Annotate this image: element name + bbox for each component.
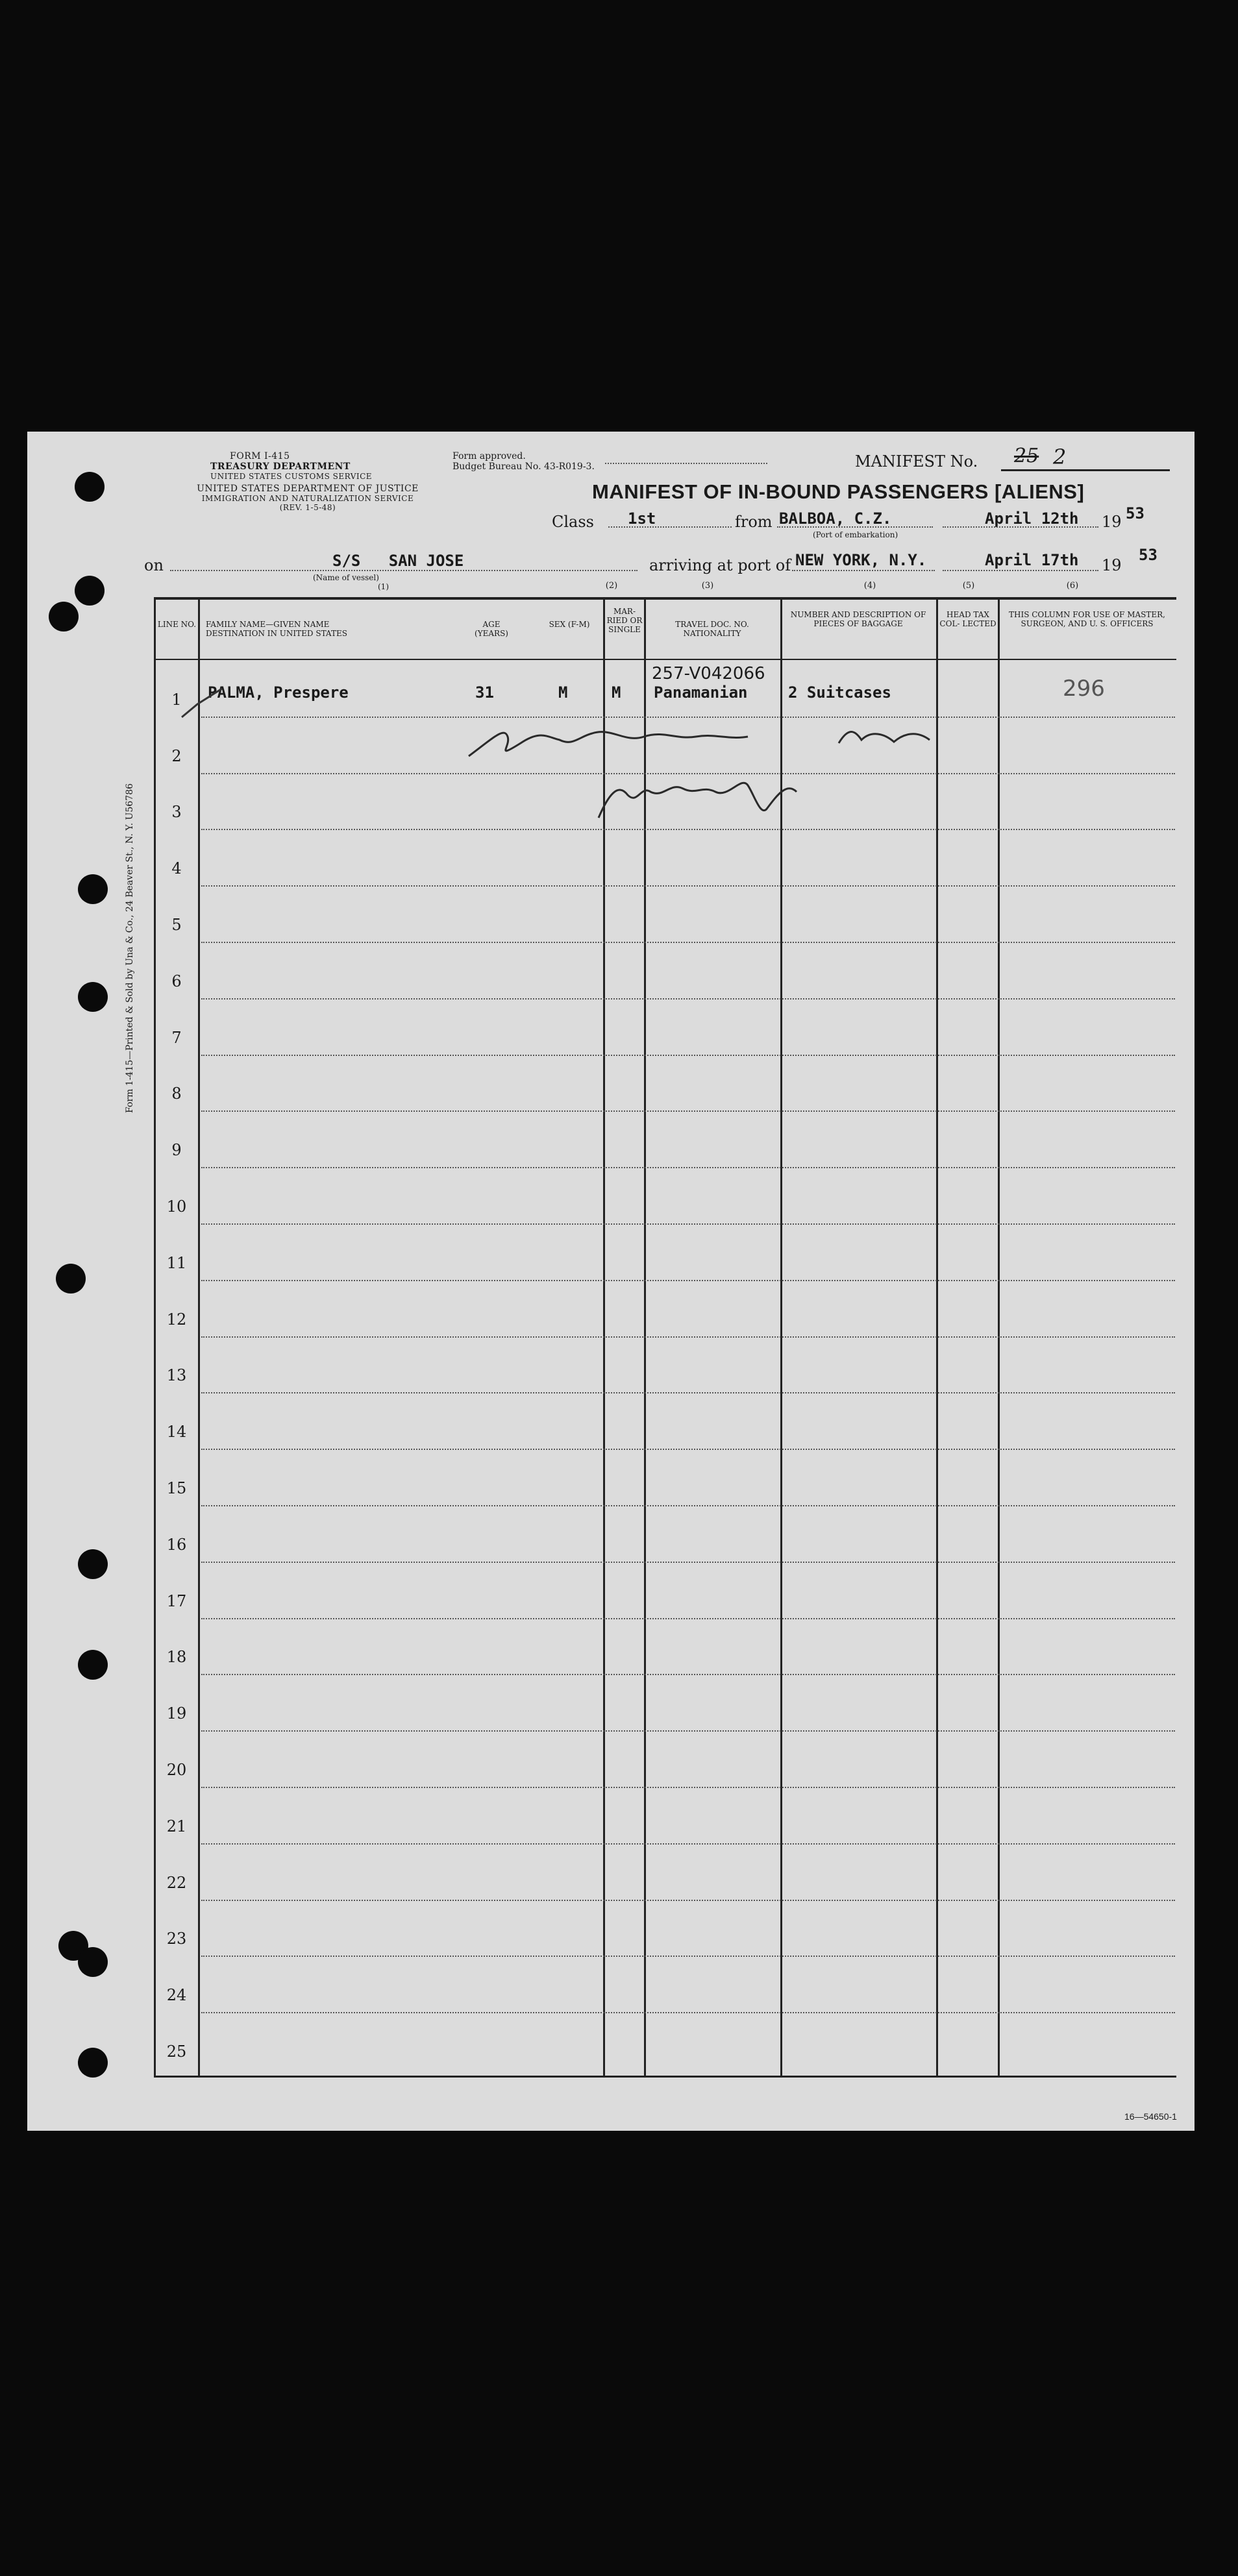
row-separator bbox=[201, 1956, 1175, 1957]
row-line-number: 3 bbox=[171, 803, 182, 822]
row1-name: PALMA, Prespere bbox=[208, 683, 349, 702]
row-separator bbox=[201, 1223, 1175, 1225]
row-line-number: 4 bbox=[171, 859, 182, 878]
row-line-number: 22 bbox=[166, 1873, 187, 1892]
vessel-name: S/S SAN JOSE bbox=[332, 552, 464, 570]
table-bottom-rule bbox=[154, 2076, 1176, 2078]
customs-service: UNITED STATES CUSTOMS SERVICE bbox=[210, 472, 373, 481]
row-line-number: 24 bbox=[166, 1986, 187, 2005]
row-separator bbox=[201, 1900, 1175, 1901]
vessel-caption: (Name of vessel) bbox=[313, 573, 379, 582]
row-line-number: 16 bbox=[166, 1535, 187, 1554]
column-number-6: (6) bbox=[1066, 581, 1079, 591]
row-line-number: 9 bbox=[171, 1141, 182, 1160]
page-title: MANIFEST OF IN-BOUND PASSENGERS [ALIENS] bbox=[592, 480, 1085, 503]
row-line-number: 8 bbox=[171, 1085, 182, 1103]
manifest-no-label: MANIFEST No. bbox=[855, 452, 978, 471]
vessel-colnum: (1) bbox=[378, 582, 389, 591]
punch-hole bbox=[78, 874, 108, 904]
row1-age: 31 bbox=[475, 683, 494, 702]
arriving-label: arriving at port of bbox=[649, 556, 791, 574]
row-separator bbox=[201, 1730, 1175, 1732]
row-line-number: 23 bbox=[166, 1930, 187, 1948]
ins-service: IMMIGRATION AND NATURALIZATION SERVICE bbox=[201, 494, 414, 503]
budget-bureau: Budget Bureau No. 43-R019-3. bbox=[452, 461, 595, 472]
row-separator bbox=[201, 1055, 1175, 1056]
col-header-married: MAR- RIED OR SINGLE bbox=[606, 607, 643, 634]
punch-hole bbox=[56, 1264, 86, 1294]
row-line-number: 14 bbox=[166, 1423, 187, 1441]
manifest-form bbox=[27, 432, 1195, 2131]
row-line-number: 25 bbox=[166, 2042, 187, 2061]
col-header-age: AGE (YEARS) bbox=[475, 620, 508, 638]
signature-3 bbox=[599, 783, 797, 818]
row-line-number: 6 bbox=[171, 972, 182, 990]
treasury-dept: TREASURY DEPARTMENT bbox=[210, 461, 351, 472]
column-number-3: (3) bbox=[701, 581, 714, 591]
punch-hole bbox=[78, 1650, 108, 1680]
arrive-date: April 17th bbox=[985, 551, 1079, 569]
column-number-4: (4) bbox=[863, 581, 876, 591]
footer-code: 16—54650-1 bbox=[1124, 2111, 1177, 2122]
row-separator bbox=[201, 998, 1175, 1000]
revision: (REV. 1-5-48) bbox=[279, 503, 336, 512]
column-number-2: (2) bbox=[605, 581, 618, 591]
row-separator bbox=[201, 1674, 1175, 1675]
punch-hole bbox=[78, 1549, 108, 1579]
row-separator bbox=[201, 1110, 1175, 1112]
row-separator bbox=[201, 1336, 1175, 1338]
row-line-number: 2 bbox=[171, 746, 182, 765]
arrive-year: 53 bbox=[1139, 546, 1158, 564]
tick-mark bbox=[182, 689, 222, 717]
row-separator bbox=[201, 942, 1175, 943]
row1-nationality: Panamanian bbox=[654, 683, 748, 702]
arrival-port: NEW YORK, N.Y. bbox=[795, 551, 927, 569]
row-line-number: 12 bbox=[166, 1310, 187, 1329]
row1-married: M bbox=[612, 683, 621, 702]
manifest-no-struck: 25 bbox=[1014, 445, 1039, 467]
row-separator bbox=[201, 1562, 1175, 1563]
punch-hole bbox=[78, 2048, 108, 2078]
row-separator bbox=[201, 885, 1175, 887]
justice-dept: UNITED STATES DEPARTMENT OF JUSTICE bbox=[197, 484, 419, 494]
row-line-number: 19 bbox=[166, 1704, 187, 1723]
row-line-number: 7 bbox=[171, 1028, 182, 1047]
class-value: 1st bbox=[628, 509, 656, 528]
form-approved: Form approved. bbox=[452, 451, 526, 461]
row-separator bbox=[201, 1843, 1175, 1845]
row-separator bbox=[201, 829, 1175, 830]
punch-hole bbox=[78, 982, 108, 1012]
row-separator bbox=[201, 1449, 1175, 1450]
col-header-baggage: NUMBER AND DESCRIPTION OF PIECES OF BAGGAGE bbox=[790, 610, 926, 628]
col-header-name: FAMILY NAME—GIVEN NAME DESTINATION IN UNITED STATES bbox=[206, 620, 347, 638]
row1-sex: M bbox=[558, 683, 568, 702]
row-line-number: 15 bbox=[166, 1479, 187, 1497]
form-number: FORM I-415 bbox=[230, 451, 290, 461]
row-separator bbox=[201, 1167, 1175, 1168]
row-line-number: 17 bbox=[166, 1591, 187, 1610]
on-label: on bbox=[144, 556, 164, 574]
side-printer-note: Form 1-415—Printed & Sold by Una & Co., 24 Beaver St., N. Y. U56786 bbox=[125, 783, 135, 1113]
row1-doc-no: 257-V042066 bbox=[652, 664, 765, 683]
row-separator bbox=[201, 2012, 1175, 2013]
from-label: from bbox=[735, 513, 773, 531]
row-separator bbox=[201, 1280, 1175, 1281]
arrive-year-prefix: 19 bbox=[1102, 556, 1122, 574]
punch-hole bbox=[78, 1947, 108, 1977]
row-separator bbox=[201, 1505, 1175, 1506]
col-header-line-no: LINE NO. bbox=[157, 620, 197, 629]
col-header-officers: THIS COLUMN FOR USE OF MASTER, SURGEON, AND U. S. OFFICERS bbox=[1009, 610, 1165, 628]
row-line-number: 20 bbox=[166, 1761, 187, 1779]
column-number-5: (5) bbox=[962, 581, 975, 591]
row-line-number: 18 bbox=[166, 1648, 187, 1667]
depart-date: April 12th bbox=[985, 509, 1079, 528]
row-line-number: 1 bbox=[171, 690, 182, 709]
row-separator bbox=[201, 1618, 1175, 1619]
signature-2 bbox=[839, 732, 930, 744]
signature-1 bbox=[469, 732, 748, 756]
row-line-number: 13 bbox=[166, 1366, 187, 1385]
row-separator bbox=[201, 1787, 1175, 1788]
depart-year-prefix: 19 bbox=[1102, 513, 1122, 531]
class-label: Class bbox=[552, 513, 594, 531]
col-header-travel-doc: TRAVEL DOC. NO. NATIONALITY bbox=[675, 620, 749, 638]
manifest-no-value: 2 bbox=[1053, 445, 1067, 469]
row-line-number: 11 bbox=[166, 1253, 187, 1272]
row-line-number: 21 bbox=[166, 1817, 187, 1835]
handwritten-marks bbox=[27, 432, 1195, 821]
from-value: BALBOA, C.Z. bbox=[779, 509, 892, 528]
row-line-number: 5 bbox=[171, 916, 182, 934]
port-embarkation-caption: (Port of embarkation) bbox=[813, 530, 898, 539]
row-separator bbox=[201, 1392, 1175, 1393]
col-header-head-tax: HEAD TAX COL- LECTED bbox=[939, 610, 997, 628]
depart-year: 53 bbox=[1126, 504, 1145, 522]
col-header-sex: SEX (F-M) bbox=[549, 620, 590, 629]
row1-officer-number: 296 bbox=[1063, 676, 1105, 702]
row1-baggage: 2 Suitcases bbox=[788, 683, 891, 702]
row-line-number: 10 bbox=[166, 1197, 187, 1216]
